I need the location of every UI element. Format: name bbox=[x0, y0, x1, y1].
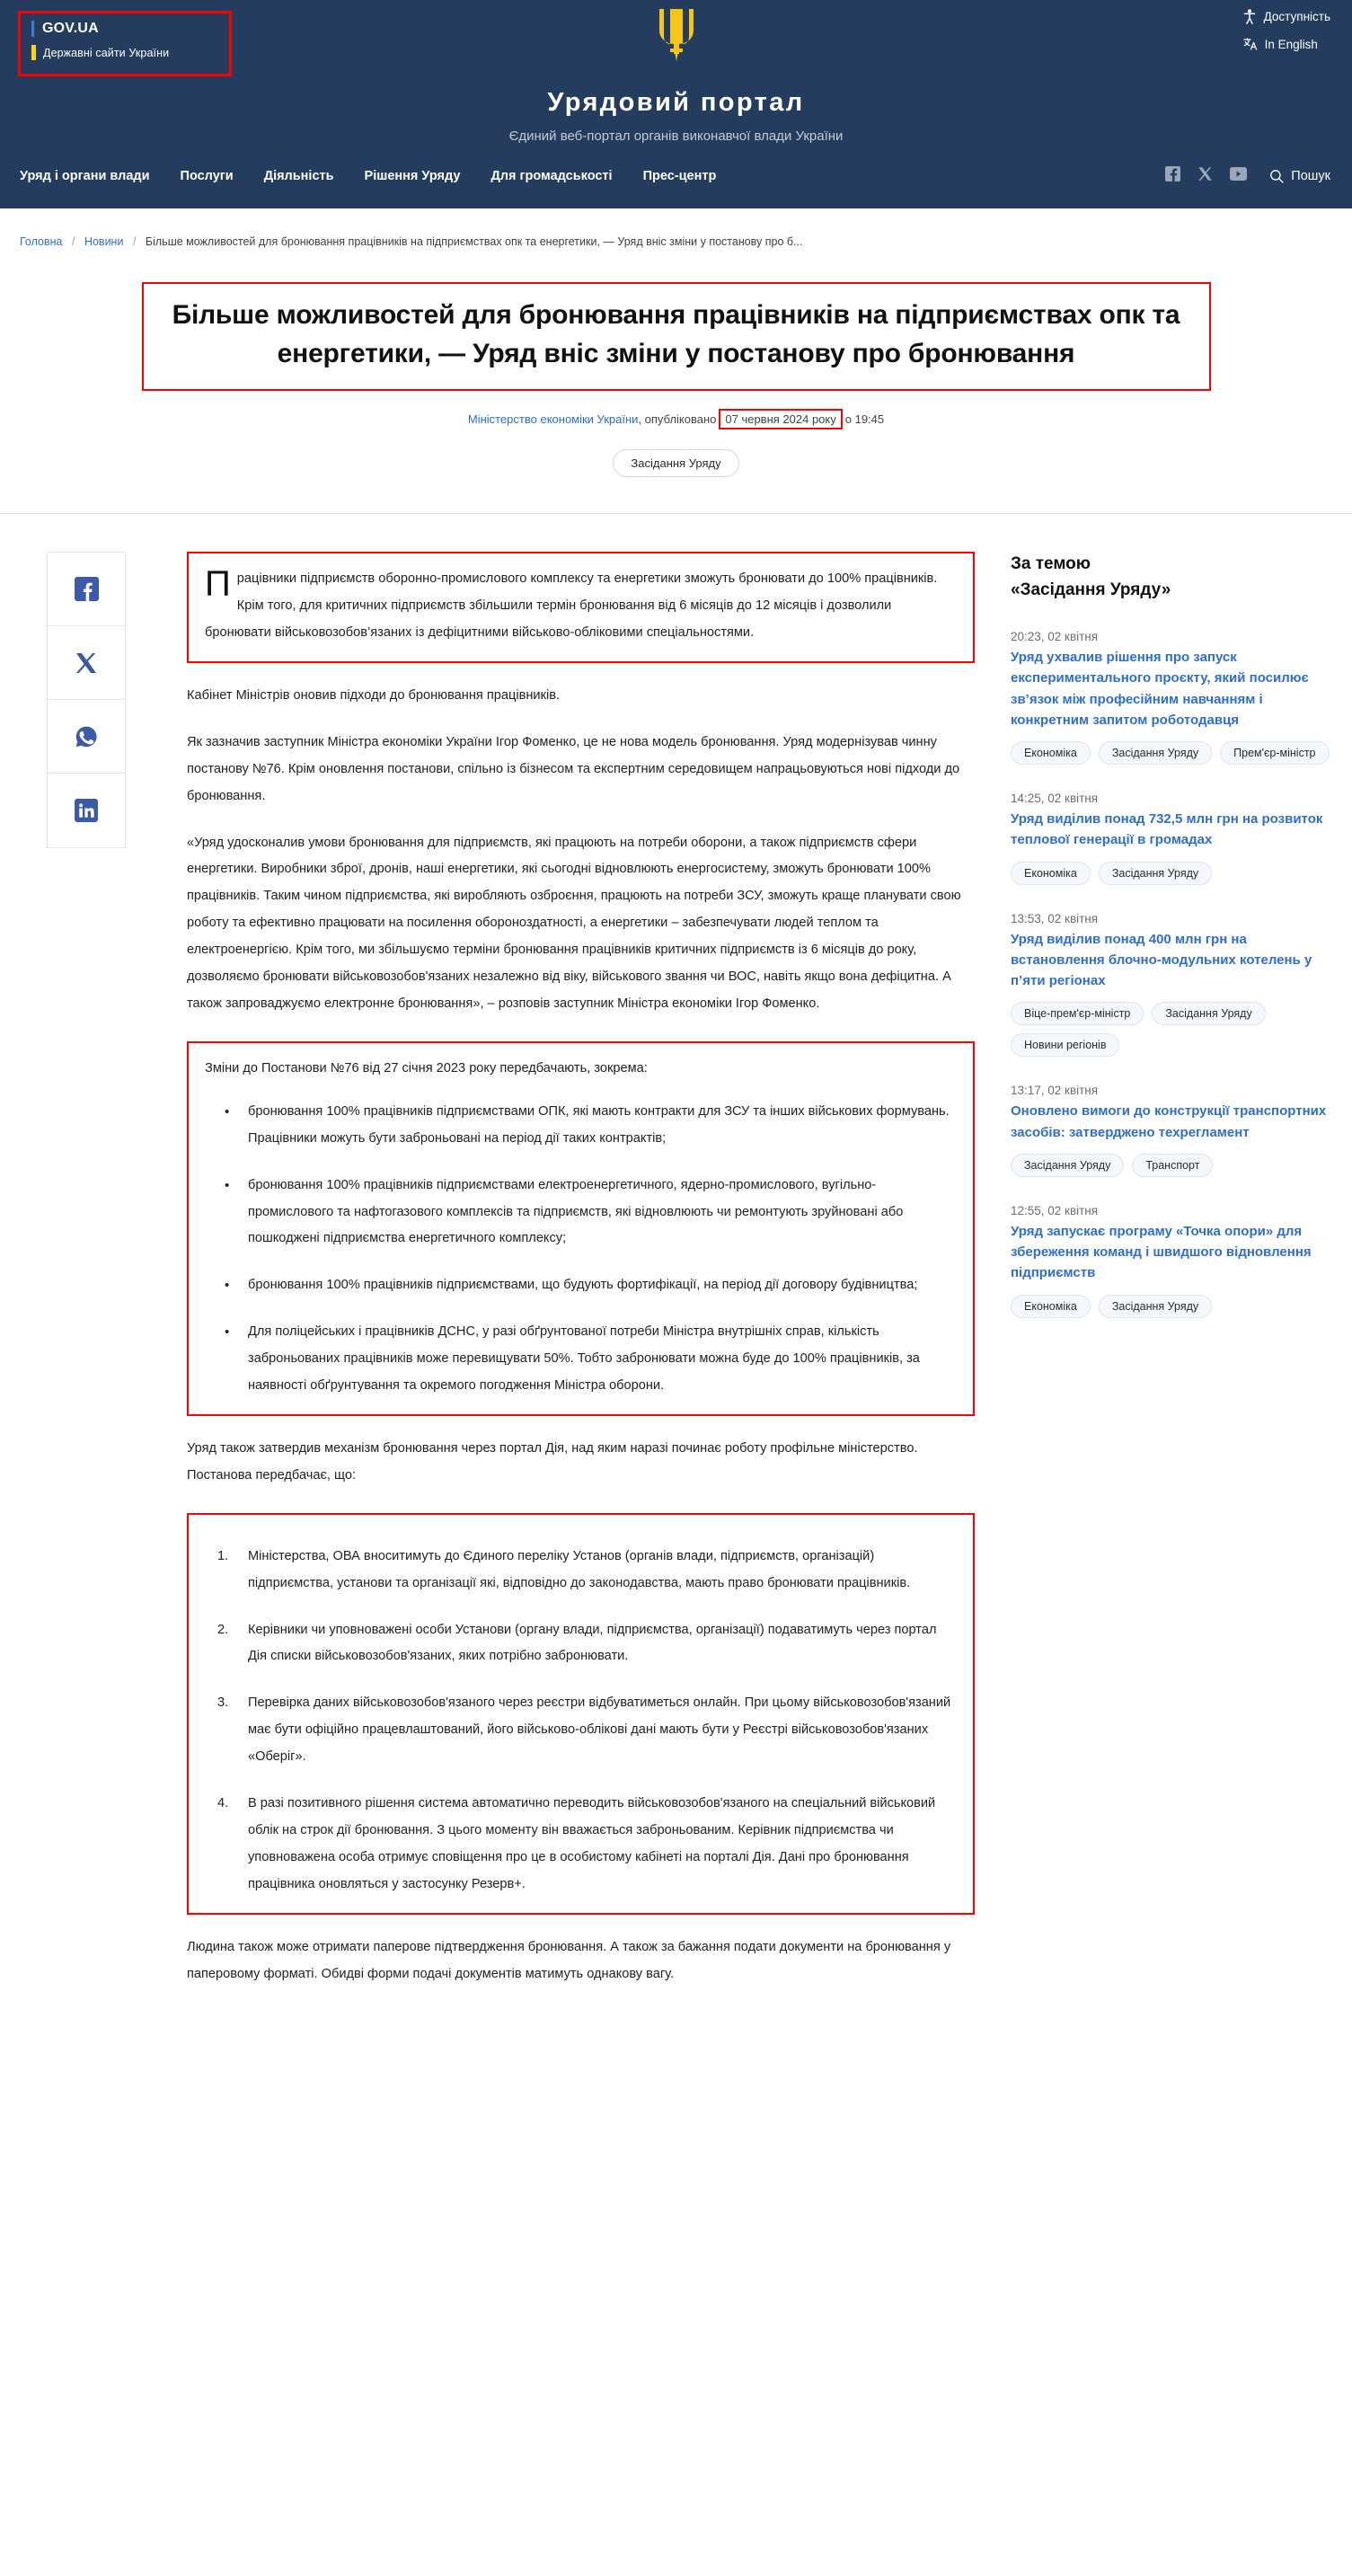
related-news-item bbox=[1011, 912, 1330, 1058]
news-timestamp: 13:53, 02 квітня bbox=[1011, 911, 1099, 925]
breadcrumb-separator: / bbox=[71, 235, 75, 248]
share-whatsapp-button[interactable] bbox=[48, 700, 125, 774]
drop-cap: П bbox=[205, 564, 231, 605]
changes-intro: Зміни до Постанови №76 від 27 січня 2023 року передбачають, зокрема: bbox=[205, 1060, 648, 1076]
diia-steps-list bbox=[205, 1544, 957, 1899]
x-twitter-icon bbox=[75, 651, 98, 675]
related-news-item bbox=[1011, 1204, 1330, 1318]
news-title-link[interactable]: Уряд виділив понад 400 млн грн на встановлення блочно-модульних котелень у п’яти регіонах bbox=[1011, 931, 1312, 989]
nav-item-press[interactable]: Прес-центр bbox=[642, 169, 717, 183]
news-timestamp: 20:23, 02 квітня bbox=[1011, 630, 1099, 644]
article-published-label: , опубліковано bbox=[638, 412, 717, 427]
nav-item-activity[interactable]: Діяльність bbox=[263, 169, 334, 183]
page-title: Урядовий портал bbox=[547, 88, 805, 117]
news-title-link[interactable]: Уряд запускає програму «Точка опори» для збереження команд і швидшого відновлення підприємств bbox=[1011, 1223, 1312, 1281]
article-title: Більше можливостей для бронювання працівників на підприємствах опк та енергетики, — Уряд вніс зміни у постанову про бронювання bbox=[172, 300, 1180, 368]
diia-steps-highlight-box bbox=[187, 1513, 975, 1915]
language-label: In English bbox=[1264, 37, 1318, 51]
sidebar-heading bbox=[1011, 552, 1330, 603]
accessibility-button[interactable] bbox=[1243, 9, 1330, 24]
list-item: • бронювання 100% працівників підприємствами електроенергетичного, ядерно-промислового, вугільно-промислового та нафтогазового комплексів та підприємств, які відновлюють чи ремонтують зруйновані або пошкоджені підприємства енергетичного комплексу; bbox=[235, 1173, 957, 1253]
list-item: • бронювання 100% працівників підприємствами ОПК, які мають контракти для ЗСУ та інших військових формувань. Працівники можуть бути заброньовані на період дії таких контрактів; bbox=[235, 1099, 957, 1153]
news-tag[interactable]: Економіка bbox=[1011, 862, 1091, 885]
accessibility-label: Доступність bbox=[1263, 10, 1330, 23]
related-news-item bbox=[1011, 630, 1330, 765]
article-tag[interactable]: Засідання Уряду bbox=[613, 449, 738, 477]
search-icon bbox=[1269, 169, 1284, 183]
changes-highlight-box bbox=[187, 1041, 975, 1416]
accessibility-icon bbox=[1243, 9, 1257, 24]
govua-yellow-bar-icon bbox=[31, 45, 36, 60]
breadcrumb-home[interactable]: Головна bbox=[20, 235, 63, 248]
govua-blue-bar-icon bbox=[31, 21, 34, 37]
search-label: Пошук bbox=[1291, 169, 1330, 183]
news-timestamp: 12:55, 02 квітня bbox=[1011, 1203, 1099, 1217]
news-tag[interactable]: Засідання Уряду bbox=[1099, 862, 1212, 885]
list-item: Міністерства, ОВА вноситимуть до Єдиного переліку Установ (органів влади, підприємств, організацій) підприємства, установи та організації які, відповідно до законодавства, мають право бронювати працівників. bbox=[248, 1548, 911, 1590]
breadcrumb bbox=[20, 235, 1352, 248]
news-title-link[interactable]: Уряд виділив понад 732,5 млн грн на розвиток теплової генерації в громадах bbox=[1011, 811, 1323, 848]
article-body bbox=[162, 552, 1011, 1987]
facebook-icon bbox=[75, 577, 99, 601]
breadcrumb-current: Більше можливостей для бронювання працівників на підприємствах опк та енергетики, — Уряд вніс зміни у постанову про б... bbox=[145, 235, 803, 248]
news-tag[interactable]: Віце-прем'єр-міністр bbox=[1011, 1002, 1144, 1025]
govua-badge[interactable] bbox=[18, 11, 232, 76]
facebook-icon[interactable] bbox=[1165, 166, 1180, 186]
news-tag[interactable]: Транспорт bbox=[1132, 1154, 1213, 1177]
article-lead-paragraph bbox=[205, 566, 957, 647]
nav-item-services[interactable]: Послуги bbox=[180, 169, 234, 183]
search-button[interactable] bbox=[1269, 169, 1330, 183]
x-twitter-icon[interactable] bbox=[1197, 166, 1213, 186]
list-item: Керівники чи уповноважені особи Установи (органу влади, підприємства, організації) подаватимуть через портал Дія списки військовозобов'язаних, яких потрібно забронювати. bbox=[248, 1622, 937, 1664]
main-navigation bbox=[0, 166, 1352, 186]
linkedin-icon bbox=[75, 799, 98, 822]
site-header bbox=[0, 0, 1352, 208]
news-tag[interactable]: Засідання Уряду bbox=[1152, 1002, 1265, 1025]
news-tag[interactable]: Прем'єр-міністр bbox=[1220, 741, 1329, 765]
changes-bullet-list bbox=[205, 1099, 957, 1400]
news-tag[interactable]: Новини регіонів bbox=[1011, 1033, 1119, 1057]
news-tag[interactable]: Засідання Уряду bbox=[1011, 1154, 1124, 1177]
related-news-sidebar bbox=[1011, 552, 1352, 1987]
article-final-paragraph: Людина також може отримати паперове підтвердження бронювання. А також за бажання подати документи на бронювання у паперовому форматі. Обидві форми подачі документів матимуть однакову вагу. bbox=[187, 1939, 951, 1981]
language-switch-button[interactable] bbox=[1243, 37, 1318, 51]
page-subtitle: Єдиний веб-портал органів виконавчої влади України bbox=[508, 128, 844, 144]
related-news-item bbox=[1011, 1084, 1330, 1177]
article-time: о 19:45 bbox=[844, 412, 885, 427]
share-facebook-button[interactable] bbox=[48, 553, 125, 626]
breadcrumb-section[interactable]: Новини bbox=[84, 235, 124, 248]
article-lead-highlight bbox=[187, 552, 975, 663]
list-item: • Для поліцейських і працівників ДСНС, у разі обґрунтованої потреби Міністра внутрішніх справ, кількість заброньованих працівників може перевищувати 50%. Тобто забронювати можна буде до 100% працівників, за наявності обґрунтування та окремого погодження Міністра оборони. bbox=[235, 1319, 957, 1400]
article-source-link[interactable]: Міністерство економіки України bbox=[467, 412, 639, 427]
article-paragraph-2: Як зазначив заступник Міністра економіки України Ігор Фоменко, це не нова модель бронювання. Уряд модернізував чинну постанову №76. Крім оновлення постанови, спільно із бізнесом та експертним середовищем напрацьовуються нові підходи до бронювання. bbox=[187, 734, 960, 803]
news-timestamp: 13:17, 02 квітня bbox=[1011, 1084, 1099, 1098]
news-timestamp: 14:25, 02 квітня bbox=[1011, 792, 1099, 806]
article-lead-text: рацівники підприємств оборонно-промислового комплексу та енергетики зможуть бронювати до 100% працівників. Крім того, для критичних підприємств збільшили термін бронювання від 6 місяців до 12 місяців і дозволили бронювати військовозобов’язаних із дефіцитними військово-обліковими спеціальностями. bbox=[205, 571, 938, 640]
related-news-item bbox=[1011, 792, 1330, 885]
share-rail bbox=[0, 552, 162, 1987]
youtube-icon[interactable] bbox=[1230, 167, 1247, 185]
article-meta bbox=[142, 409, 1211, 429]
header-utility-group bbox=[1243, 9, 1330, 51]
news-tag[interactable]: Економіка bbox=[1011, 741, 1091, 765]
govua-subtitle: Державні сайти України bbox=[43, 46, 170, 59]
list-item: • бронювання 100% працівників підприємствами, що будують фортифікації, на період дії договору будівництва; bbox=[235, 1272, 957, 1299]
whatsapp-icon bbox=[75, 725, 98, 748]
news-tag[interactable]: Засідання Уряду bbox=[1099, 741, 1212, 765]
share-linkedin-button[interactable] bbox=[48, 774, 125, 847]
list-item: В разі позитивного рішення система автоматично переводить військовозобов'язаного на спеціальний військовий облік на строк дії бронювання. З цього моменту він вважається заброньованим. Керівник підприємства чи уповноважена особа отримує сповіщення про це в особистому кабінеті на порталі Дія. Дані про бронювання працівника оновляться у застосунку Резерв+. bbox=[248, 1796, 936, 1891]
article-quote-paragraph: «Уряд удосконалив умови бронювання для підприємств, які працюють на потреби оборони, а також підприємств сфери енергетики. Виробники зброї, дронів, наші енергетики, які сьогодні відновлюють енергосистему, зможуть бронювати 100% працівників. Таким чином підприємства, які виробляють озброєння, працюють на потреби ЗСУ, зможуть краще планувати свою роботу та ефективно працювати на посилення обороноздатності, а енергетики – забезпечувати людей теплом та електроенергією. Крім того, ми збільшуємо терміни бронювання працівників критичних підприємств із 6 місяців до року, дозволяємо бронювати військовозобов'язаних незалежно від віку, військового звання чи ВОС, навіть якщо вона дефіцитна. А також запроваджуємо електронне бронювання», – розповів заступник Міністра економіки Ігор Фоменко. bbox=[187, 835, 961, 1011]
ukraine-trident-icon bbox=[656, 7, 697, 63]
nav-item-government[interactable]: Уряд і органи влади bbox=[20, 169, 150, 183]
article-title-highlight bbox=[142, 282, 1211, 391]
news-title-link[interactable]: Оновлено вимоги до конструкції транспортних засобів: затверджено техрегламент bbox=[1011, 1103, 1327, 1140]
sidebar-heading-line-1: За темою bbox=[1011, 554, 1091, 574]
breadcrumb-separator: / bbox=[132, 235, 137, 248]
nav-item-public[interactable]: Для громадськості bbox=[490, 169, 613, 183]
list-item: Перевірка даних військовозобов'язаного через реєстри відбуватиметься онлайн. При цьому військовозобов'язаний має бути офіційно працевлаштований, його військово-облікові дані мають бути у Реєстрі військовозобов'язаних «Оберіг». bbox=[248, 1695, 951, 1765]
govua-title: GOV.UA bbox=[42, 21, 99, 36]
diia-intro-paragraph: Уряд також затвердив механізм бронювання через портал Дія, над яким наразі починає роботу профільне міністерство. Постанова передбачає, що: bbox=[187, 1440, 918, 1483]
news-tag[interactable]: Засідання Уряду bbox=[1099, 1295, 1212, 1318]
translate-icon bbox=[1243, 37, 1258, 51]
nav-item-decisions[interactable]: Рішення Уряду bbox=[364, 169, 461, 183]
news-title-link[interactable]: Уряд ухвалив рішення про запуск експериментального проєкту, який посилює зв’язок між професійним навчанням і конкретним запитом роботодавця bbox=[1011, 650, 1309, 728]
share-x-button[interactable] bbox=[48, 626, 125, 700]
news-tag[interactable]: Економіка bbox=[1011, 1295, 1091, 1318]
article-paragraph-1: Кабінет Міністрів оновив підходи до бронювання працівників. bbox=[187, 687, 561, 703]
article-date-highlight: 07 червня 2024 року bbox=[719, 409, 842, 429]
sidebar-heading-line-2: «Засідання Уряду» bbox=[1011, 580, 1171, 599]
